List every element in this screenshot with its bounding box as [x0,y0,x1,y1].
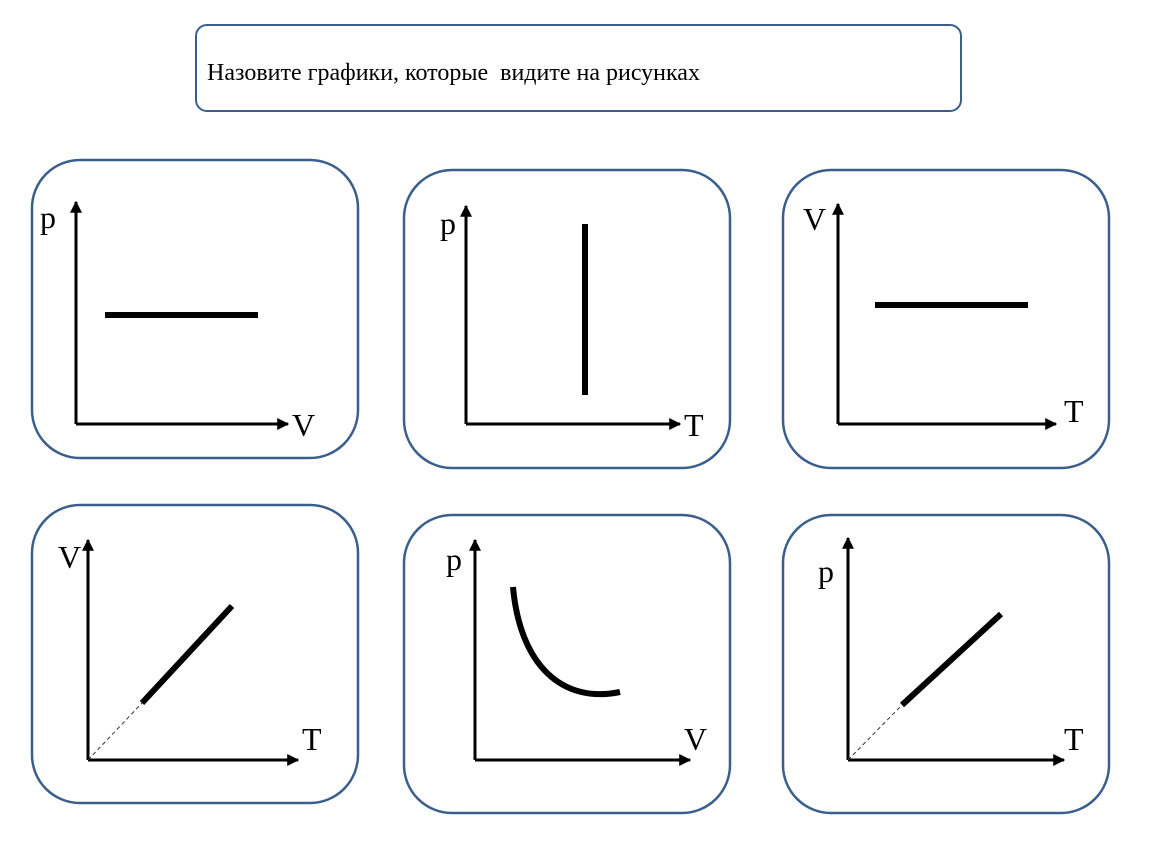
panel-6 [783,515,1109,813]
panel-2 [404,170,730,468]
panel-5-y-label: p [446,541,462,577]
panel-3 [783,170,1109,468]
panel-3-x-label: T [1064,393,1084,429]
panel-2-y-label: p [440,205,456,241]
question-text: Назовите графики, которые видите на рисунках [207,60,700,86]
panel-4-y-label: V [58,539,82,575]
panel-3-y-label: V [803,201,827,237]
panel-2-x-label: T [684,407,704,443]
panel-5-x-label: V [684,721,708,757]
panel-4-x-label: T [302,721,322,757]
panel-1 [32,160,358,458]
panel-6-x-label: T [1064,721,1084,757]
panel-5 [404,515,730,813]
panel-1-y-label: p [40,199,56,235]
panel-6-y-label: p [818,553,834,589]
panel-4 [32,505,358,803]
panel-1-x-label: V [292,407,316,443]
